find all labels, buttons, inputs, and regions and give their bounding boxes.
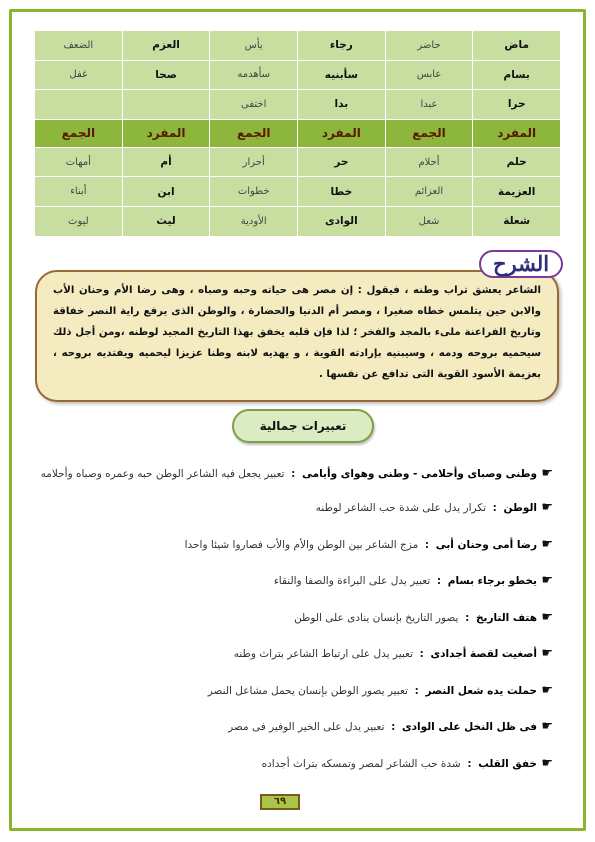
- expression-body: [37, 537, 537, 553]
- expression-description: يصور التاريخ بإنسان ينادى على الوطن: [294, 611, 459, 624]
- table-row: [35, 177, 561, 207]
- expression-description: مزج الشاعر بين الوطن والأم والأب فصاروا شيئا واحدا: [184, 538, 419, 551]
- meaning-cell: الضعف: [35, 31, 123, 61]
- aesthetic-expressions-list: [37, 466, 553, 792]
- hand-pointer-icon: ☛: [541, 646, 553, 661]
- expression-term: خفق القلب: [478, 757, 537, 770]
- expression-description: تعبير يجعل فيه الشاعر الوطن حبه وعمره وصباه وأحلامه: [40, 468, 285, 480]
- table-header-row: [35, 119, 561, 147]
- expression-item: [37, 683, 553, 699]
- meaning-cell: [35, 90, 123, 120]
- word-cell: ماض: [473, 31, 561, 61]
- word-cell: حرا: [473, 90, 561, 120]
- expression-term: حملت يده شعل النصر: [425, 684, 537, 697]
- word-cell: بدا: [298, 90, 386, 120]
- explanation-text: الشاعر يعشق تراب وطنه ، فيقول : إن مصر هى حياته وحبه وصباه ، وهى رضا الأم وحنان الأب والابن حين يتلمس خطاه صغيرا ، ومصر أم الدنيا والحضارة ، والوطن الذى يرفع راية النصر خفاقة وتاريخ الفراعنة ملىء بالمجد والفخر ؛ لذا فإن قلبه يخفق بهذا التاريخ المجيد لوطنه ،ومن أجل ذلك سيحميه بروحه ودمه ، وسيبنيه بإرادته القوية ، و يهديه لابنه وطنا عزيزا ليحميه ويفتديه بروحه ، بعزيمة الأسود القوية التى تدافع عن نفسها .: [53, 285, 541, 380]
- word-cell: حلم: [473, 147, 561, 177]
- hand-pointer-icon: ☛: [541, 719, 553, 734]
- hand-pointer-icon: ☛: [541, 755, 553, 771]
- word-cell: شعلة: [473, 206, 561, 236]
- header-cell: الجمع: [35, 119, 123, 147]
- meaning-cell: العزائم: [385, 177, 473, 207]
- meaning-cell: اختفى: [210, 90, 298, 120]
- meaning-cell: أحلام: [385, 147, 473, 177]
- expression-body: [37, 756, 537, 772]
- expression-item: [37, 466, 553, 482]
- expression-description: تعبير يدل على الخير الوفير فى مصر: [228, 721, 385, 733]
- separator-colon: :: [433, 575, 445, 587]
- aesthetic-expressions-title: تعبيرات جمالية: [232, 409, 374, 443]
- word-cell: ليث: [122, 206, 210, 236]
- word-cell: خطا: [298, 177, 386, 207]
- header-cell: الجمع: [385, 119, 473, 147]
- separator-colon: :: [287, 468, 299, 480]
- expression-item: [37, 756, 553, 772]
- expression-description: تعبير يصور الوطن بإنسان يحمل مشاعل النصر: [207, 684, 408, 697]
- meaning-cell: حاضر: [385, 31, 473, 61]
- meaning-cell: غفل: [35, 60, 123, 90]
- meaning-cell: خطوات: [210, 177, 298, 207]
- expression-body: [37, 719, 537, 735]
- word-cell: العزم: [122, 31, 210, 61]
- header-cell: المفرد: [298, 119, 386, 147]
- word-cell: بسام: [473, 60, 561, 90]
- table-row: [35, 147, 561, 177]
- hand-pointer-icon: ☛: [541, 682, 553, 698]
- expression-description: شدة حب الشاعر لمصر وتمسكه بتراث أجداده: [261, 757, 461, 770]
- word-cell: ابن: [122, 177, 210, 207]
- expression-body: [37, 683, 537, 699]
- expression-body: [37, 573, 537, 589]
- meaning-cell: سأهدمه: [210, 60, 298, 90]
- header-cell: الجمع: [210, 119, 298, 147]
- table-row: [35, 60, 561, 90]
- meaning-cell: عابس: [385, 60, 473, 90]
- table-row: [35, 31, 561, 61]
- expression-description: تكرار يدل على شدة حب الشاعر لوطنه: [315, 502, 487, 514]
- expression-body: [37, 500, 537, 516]
- expression-term: رضا أمى وحنان أبى: [435, 538, 537, 551]
- expression-term: أصغيت لقصة أجدادى: [430, 648, 537, 660]
- word-cell: رجاء: [298, 31, 386, 61]
- expression-item: [37, 610, 553, 626]
- expression-description: تعبير يدل على ارتباط الشاعر بتراث وطنه: [233, 648, 414, 660]
- expression-item: [37, 500, 553, 516]
- word-cell: سأبنيه: [298, 60, 386, 90]
- explanation-title: الشرح: [479, 250, 563, 278]
- expression-term: يخطو برجاء بسام: [447, 575, 537, 587]
- table-row: [35, 90, 561, 120]
- word-cell: صحا: [122, 60, 210, 90]
- separator-colon: :: [461, 611, 473, 624]
- separator-colon: :: [416, 648, 428, 660]
- table-row: [35, 206, 561, 236]
- word-cell: [122, 90, 210, 120]
- expression-body: [37, 610, 537, 626]
- expression-item: [37, 573, 553, 589]
- expression-term: وطنى وصباى وأحلامى - وطنى وهواى وأيامى: [301, 468, 537, 480]
- hand-pointer-icon: ☛: [541, 466, 553, 481]
- vocabulary-table: [34, 30, 561, 237]
- separator-colon: :: [410, 684, 423, 697]
- meaning-cell: أحرار: [210, 147, 298, 177]
- meaning-cell: الأودية: [210, 206, 298, 236]
- separator-colon: :: [489, 502, 501, 514]
- hand-pointer-icon: ☛: [541, 573, 553, 588]
- word-cell: حر: [298, 147, 386, 177]
- meaning-cell: ليوث: [35, 206, 123, 236]
- expression-term: هتف التاريخ: [475, 611, 537, 624]
- separator-colon: :: [421, 538, 433, 551]
- expression-term: فى ظل النخل على الوادى: [402, 721, 537, 733]
- header-cell: المفرد: [122, 119, 210, 147]
- meaning-cell: شعل: [385, 206, 473, 236]
- meaning-cell: أبناء: [35, 177, 123, 207]
- hand-pointer-icon: ☛: [541, 609, 553, 625]
- expression-item: [37, 537, 553, 553]
- page-number: ٦٩: [260, 794, 300, 810]
- meaning-cell: أمهات: [35, 147, 123, 177]
- header-cell: المفرد: [473, 119, 561, 147]
- meaning-cell: عبدا: [385, 90, 473, 120]
- separator-colon: :: [463, 757, 476, 770]
- explanation-box: [35, 270, 559, 402]
- expression-term: الوطن: [503, 502, 537, 514]
- expression-description: تعبير يدل على البراءة والصفا والنقاء: [273, 575, 431, 587]
- hand-pointer-icon: ☛: [541, 500, 553, 515]
- word-cell: العزيمة: [473, 177, 561, 207]
- word-cell: أم: [122, 147, 210, 177]
- word-cell: الوادى: [298, 206, 386, 236]
- expression-body: [37, 466, 537, 482]
- separator-colon: :: [387, 721, 400, 733]
- meaning-cell: يأس: [210, 31, 298, 61]
- expression-item: [37, 719, 553, 735]
- hand-pointer-icon: ☛: [541, 536, 553, 552]
- expression-body: [37, 646, 537, 662]
- expression-item: [37, 646, 553, 662]
